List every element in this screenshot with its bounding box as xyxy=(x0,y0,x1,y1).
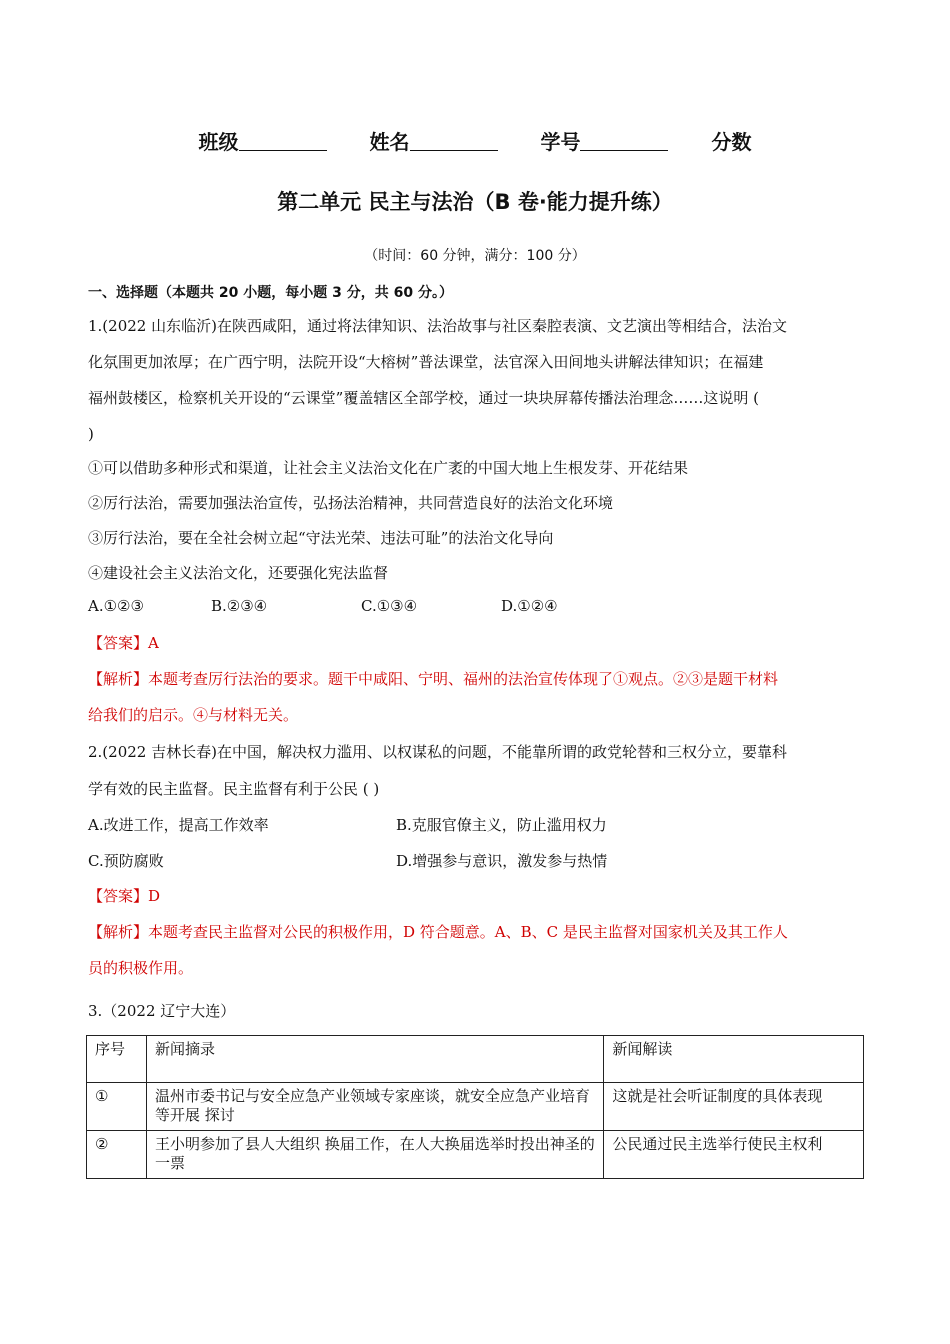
q1-statement: ③厉行法治，要在全社会树立起“守法光荣、违法可耻”的法治文化导向 xyxy=(88,529,554,547)
table-cell: ① xyxy=(87,1083,147,1131)
q2-options-row-1 xyxy=(88,814,868,835)
name-blank[interactable] xyxy=(410,132,498,151)
table-cell: 公民通过民主选举行使民主权利 xyxy=(604,1131,864,1179)
table-header-row xyxy=(87,1036,864,1083)
q1-stem-line: 1.(2022 山东临沂)在陕西咸阳，通过将法律知识、法治故事与社区秦腔表演、文艺演出等相结合，法治文 xyxy=(88,317,787,335)
class-blank[interactable] xyxy=(239,132,327,151)
q2-stem-line: 2.(2022 吉林长春)在中国，解决权力滥用、以权谋私的问题，不能靠所谓的政党轮替和三权分立，要靠科 xyxy=(88,743,787,761)
table-cell: 王小明参加了县人大组织 换届工作，在人大换届选举时投出神圣的一票 xyxy=(146,1131,603,1179)
name-field: 姓名 xyxy=(370,126,498,155)
q1-option-d[interactable]: D.①②④ xyxy=(501,597,558,615)
class-field: 班级 xyxy=(199,126,327,155)
table-header-cell: 序号 xyxy=(87,1036,147,1083)
score-label: 分数 xyxy=(711,130,752,154)
q2-analysis-line: 【解析】本题考查民主监督对公民的积极作用，D 符合题意。A、B、C 是民主监督对国家机关及其工作人 xyxy=(88,923,788,941)
q1-stem-line: 福州鼓楼区，检察机关开设的“云课堂”覆盖辖区全部学校，通过一块块屏幕传播法治理念……这说明 ( xyxy=(88,389,759,407)
table-header-cell: 新闻解读 xyxy=(604,1036,864,1083)
q1-statement: ①可以借助多种形式和渠道，让社会主义法治文化在广袤的中国大地上生根发芽、开花结果 xyxy=(88,459,689,477)
section-heading: 一、选择题（本题共 20 小题，每小题 3 分，共 60 分。） xyxy=(88,285,453,301)
q1-option-c[interactable]: C.①③④ xyxy=(361,597,418,615)
page-title: 第二单元 民主与法治（B 卷·能力提升练） xyxy=(277,190,673,214)
q2-options-row-2 xyxy=(88,850,868,871)
table-row xyxy=(87,1131,864,1179)
q1-option-b[interactable]: B.②③④ xyxy=(211,597,268,615)
q1-statement: ④建设社会主义法治文化，还要强化宪法监督 xyxy=(88,564,389,582)
q2-analysis-line: 员的积极作用。 xyxy=(88,959,194,977)
table-row xyxy=(87,1083,864,1131)
q3-intro: 3.（2022 辽宁大连） xyxy=(88,1002,236,1020)
student-id-field: 学号 xyxy=(540,126,668,155)
exam-info: （时间：60 分钟，满分：100 分） xyxy=(364,248,586,264)
table-cell: 温州市委书记与安全应急产业领域专家座谈，就安全应急产业培育等开展 探讨 xyxy=(146,1083,603,1131)
q1-stem-line: ) xyxy=(88,425,94,443)
student-info-line xyxy=(0,126,950,156)
q1-option-a[interactable]: A.①②③ xyxy=(88,597,144,615)
q2-option-c[interactable]: C.预防腐败 xyxy=(88,852,164,870)
table-cell: 这就是社会听证制度的具体表现 xyxy=(604,1083,864,1131)
q1-stem-line: 化氛围更加浓厚；在广西宁明，法院开设“大榕树”普法课堂，法官深入田间地头讲解法律知识；在福建 xyxy=(88,353,764,371)
q1-analysis-line: 【解析】本题考查厉行法治的要求。题干中咸阳、宁明、福州的法治宣传体现了①观点。②③是题干材料 xyxy=(88,670,779,688)
q2-option-a[interactable]: A.改进工作，提高工作效率 xyxy=(88,816,269,834)
q2-option-b[interactable]: B.克服官僚主义，防止滥用权力 xyxy=(396,816,607,834)
q1-analysis-line: 给我们的启示。④与材料无关。 xyxy=(88,706,299,724)
q1-answer: 【答案】A xyxy=(88,634,159,652)
q1-statement: ②厉行法治，需要加强法治宣传，弘扬法治精神，共同营造良好的法治文化环境 xyxy=(88,494,614,512)
table-cell: ② xyxy=(87,1131,147,1179)
table-header-cell: 新闻摘录 xyxy=(146,1036,603,1083)
news-table xyxy=(86,1035,864,1179)
q2-answer: 【答案】D xyxy=(88,887,161,905)
q2-option-d[interactable]: D.增强参与意识，激发参与热情 xyxy=(396,852,608,870)
q1-options xyxy=(88,597,868,615)
q2-stem-line: 学有效的民主监督。民主监督有利于公民 ( ) xyxy=(88,780,380,798)
student-id-blank[interactable] xyxy=(580,132,668,151)
